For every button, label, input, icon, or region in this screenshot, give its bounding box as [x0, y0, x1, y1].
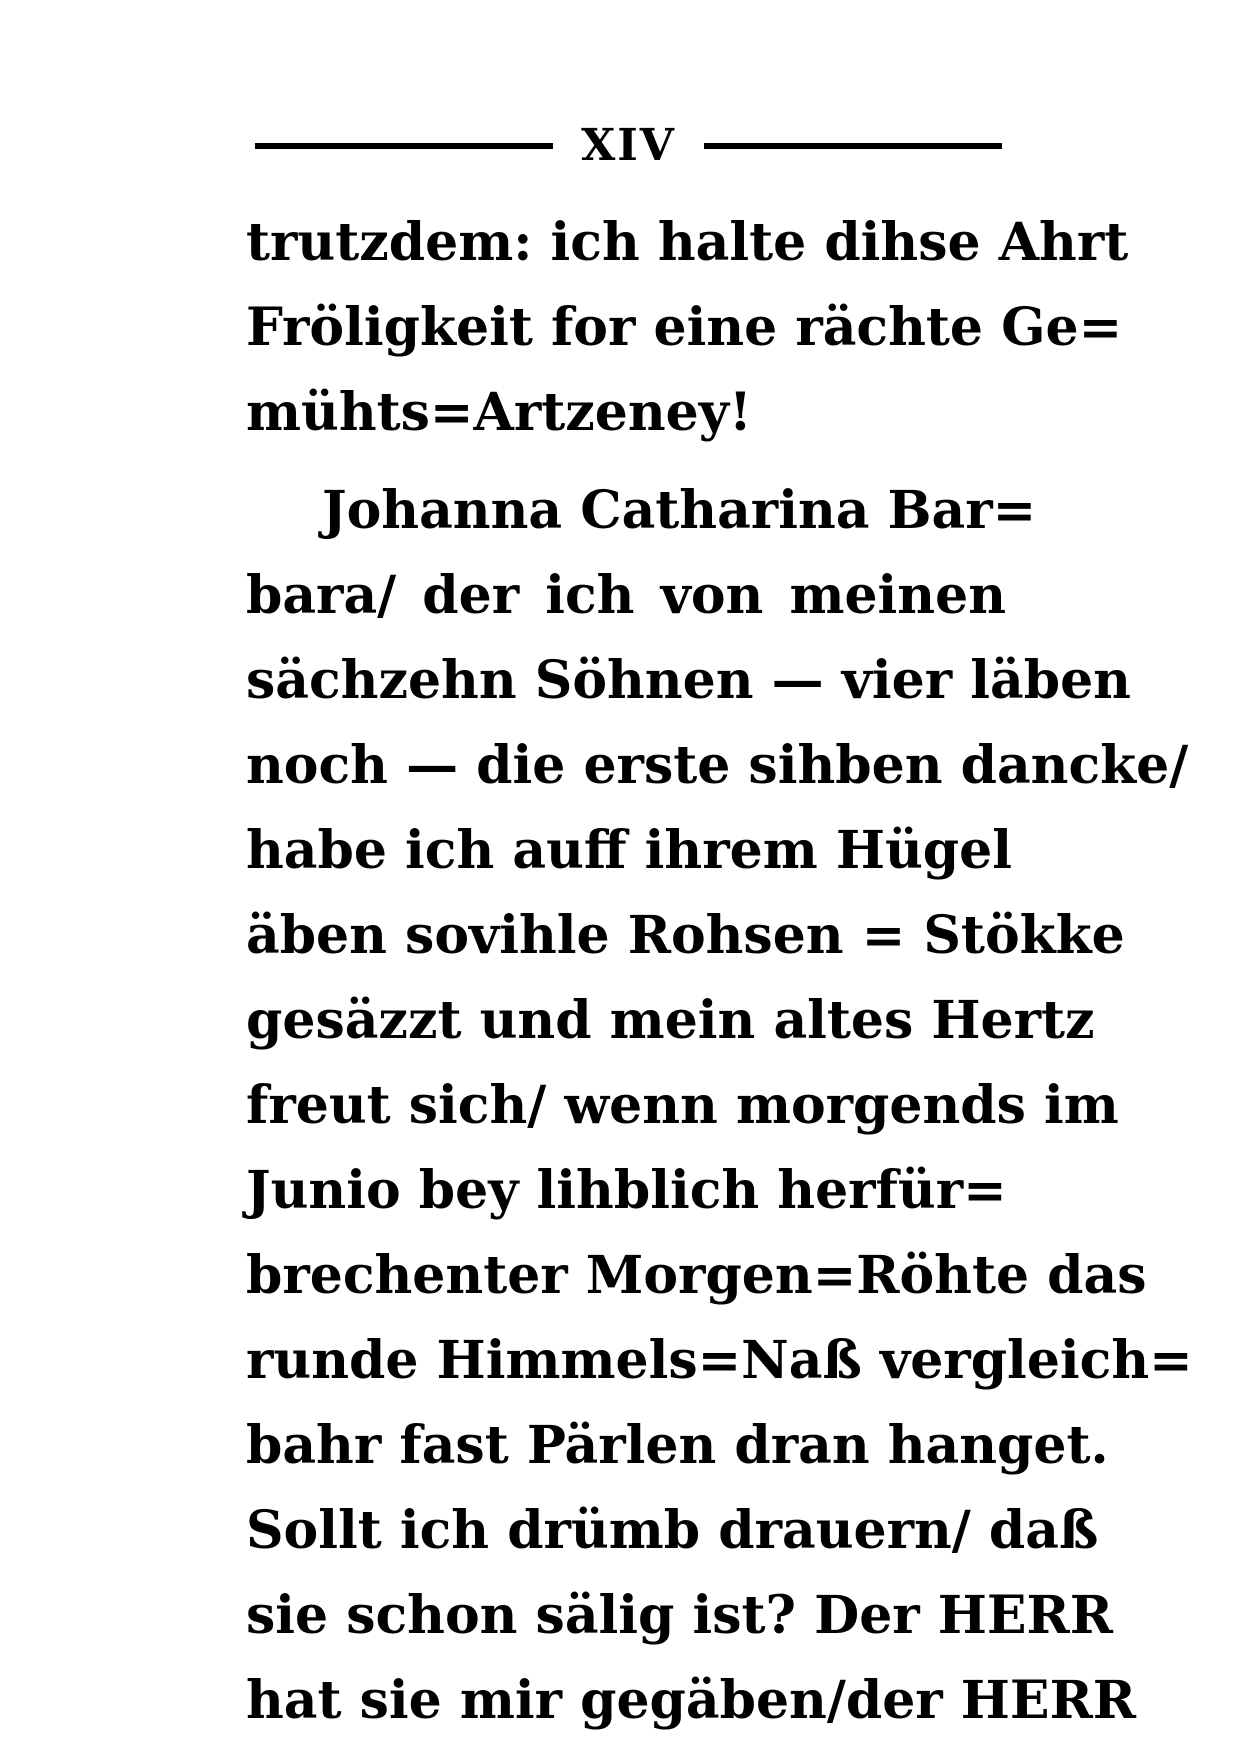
header-rule-right — [704, 143, 1002, 149]
text-line: sie schon sälig ist? Der HERR — [246, 1585, 1113, 1646]
text-line: sächzehn Söhnen — vier läben — [246, 650, 1131, 711]
text-line: habe ich auff ihrem Hügel — [246, 820, 1012, 881]
text-line: äben sovihle Rohsen = Stökke — [246, 905, 1125, 966]
text-line: bara/ der ich von meinen — [246, 565, 1006, 626]
page-header — [255, 120, 1002, 172]
text-line: trutzdem: ich halte dihse Ahrt — [246, 212, 1129, 273]
text-line: freut sich/ wenn morgends im — [246, 1075, 1119, 1136]
text-line: Sollt ich drümb drauern/ daß — [246, 1500, 1099, 1561]
text-line: Fröligkeit for eine rächte Ge= — [246, 297, 1123, 358]
text-line: gesäzzt und mein altes Hertz — [246, 990, 1095, 1051]
text-line: noch — die erste sihben dancke/ — [246, 735, 1189, 796]
text-line: Junio bey lihblich herfür= — [246, 1160, 1007, 1221]
text-line: runde Himmels=Naß vergleich= — [246, 1330, 1193, 1391]
text-line: brechenter Morgen=Röhte das — [246, 1245, 1147, 1306]
paragraph-1 — [246, 200, 1129, 455]
text-line: hat sie mir gegäben/der HERR — [246, 1670, 1136, 1731]
text-line: mühts=Artzeney! — [246, 382, 752, 443]
text-line: bahr fast Pärlen dran hanget. — [246, 1415, 1109, 1476]
header-rule-left — [255, 143, 553, 149]
page-number: XIV — [581, 120, 676, 171]
paragraph-2 — [246, 468, 1193, 1743]
text-line: Johanna Catharina Bar= — [322, 480, 1037, 541]
